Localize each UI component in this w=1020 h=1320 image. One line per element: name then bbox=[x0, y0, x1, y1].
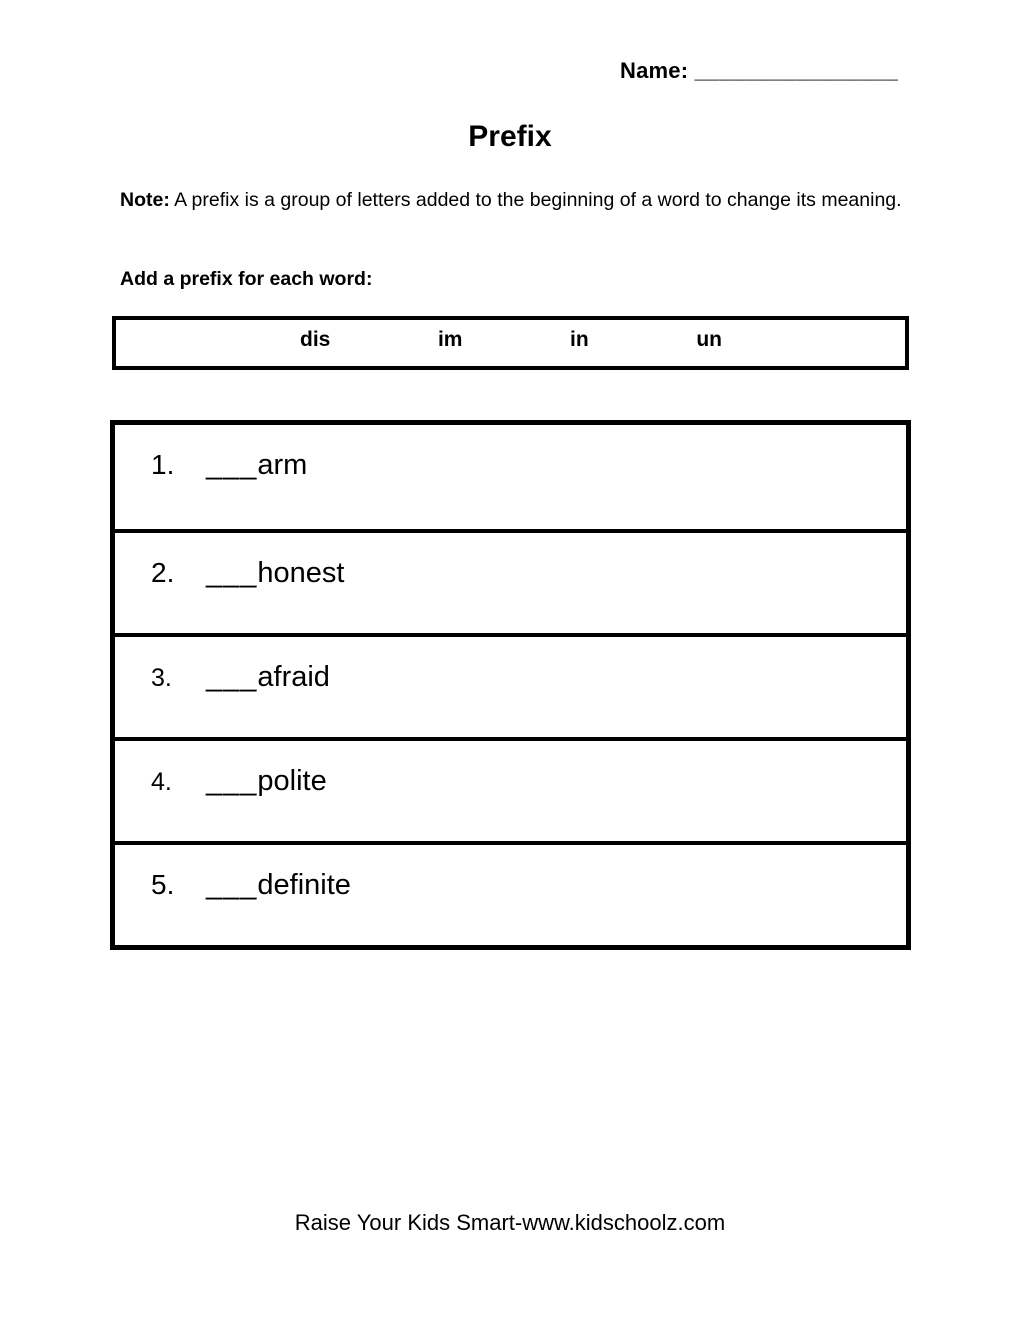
item-number: 4. bbox=[151, 768, 172, 796]
name-blank-line: ________________ bbox=[694, 58, 899, 83]
name-line bbox=[620, 58, 898, 84]
prefix-option-un: un bbox=[696, 328, 722, 351]
answer-blank: ___ bbox=[206, 869, 258, 901]
item-number: 2. bbox=[151, 557, 175, 588]
table-row bbox=[115, 737, 906, 841]
prefix-bank-box bbox=[112, 316, 909, 370]
answer-blank: ___ bbox=[206, 557, 258, 589]
item-entry bbox=[206, 865, 351, 905]
item-word: afraid bbox=[257, 661, 330, 693]
item-number: 3. bbox=[151, 664, 172, 692]
prefix-option-im: im bbox=[437, 328, 463, 351]
prefix-option-in: in bbox=[570, 328, 589, 351]
table-row bbox=[115, 633, 906, 737]
name-label: Name: bbox=[620, 58, 689, 83]
table-row bbox=[115, 529, 906, 633]
item-entry bbox=[206, 445, 307, 485]
item-entry bbox=[206, 761, 327, 801]
page-title: Prefix bbox=[468, 120, 552, 153]
note-label: Note: bbox=[120, 189, 170, 211]
item-entry bbox=[206, 553, 344, 593]
item-word: definite bbox=[257, 869, 351, 901]
table-row bbox=[115, 841, 906, 945]
answer-blank: ___ bbox=[206, 449, 258, 481]
exercise-table bbox=[110, 420, 911, 950]
table-row bbox=[115, 425, 906, 529]
item-number: 5. bbox=[151, 869, 175, 900]
answer-blank: ___ bbox=[206, 661, 258, 693]
item-entry bbox=[206, 657, 330, 697]
note-text: A prefix is a group of letters added to the beginning of a word to change its meaning. bbox=[174, 189, 902, 211]
item-number: 1. bbox=[151, 449, 175, 480]
item-word: honest bbox=[257, 557, 345, 589]
note-paragraph bbox=[120, 184, 905, 216]
item-word: arm bbox=[257, 449, 308, 481]
footer-text: Raise Your Kids Smart-www.kidschoolz.com bbox=[294, 1210, 726, 1235]
item-word: polite bbox=[257, 765, 327, 797]
prefix-option-dis: dis bbox=[300, 328, 331, 351]
instruction-text: Add a prefix for each word: bbox=[120, 268, 373, 290]
answer-blank: ___ bbox=[206, 765, 258, 797]
